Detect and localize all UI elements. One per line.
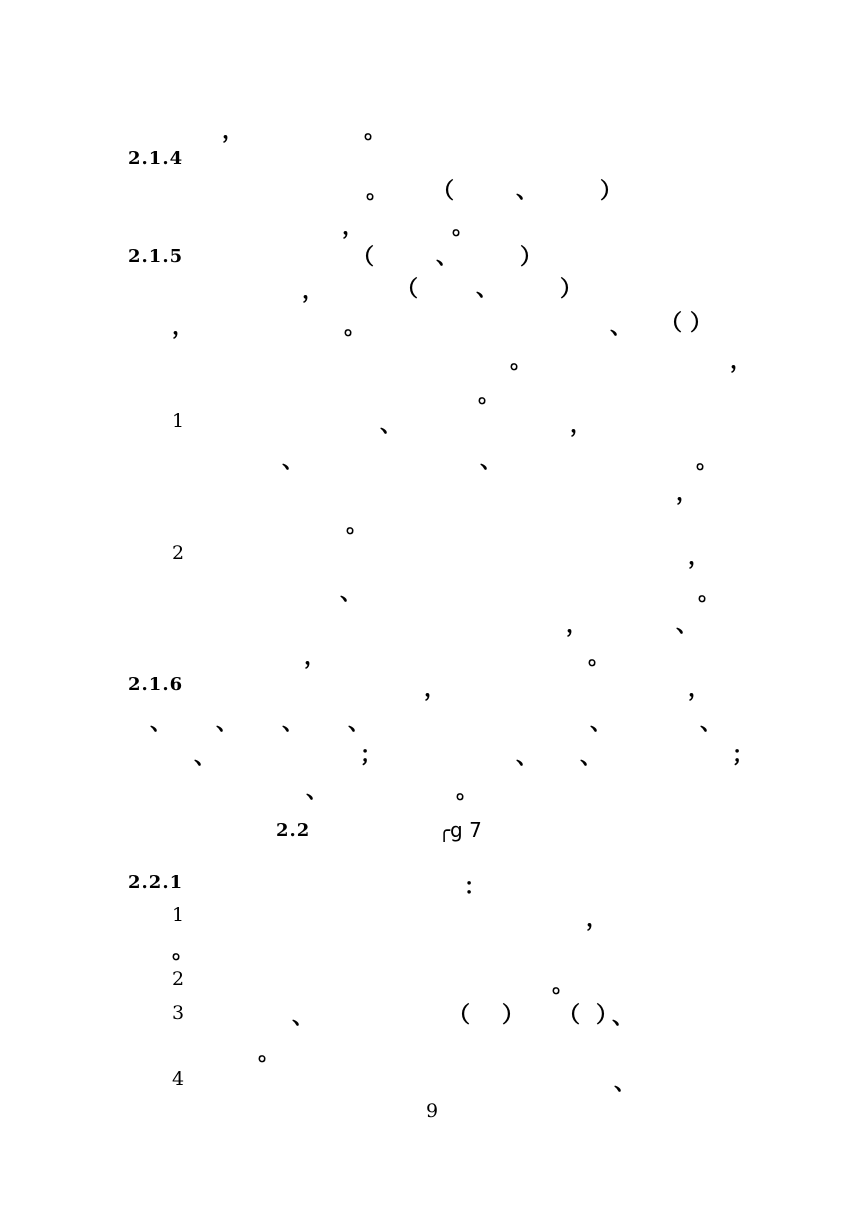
comma: ，: [676, 480, 699, 506]
list-item-number: 4: [172, 1068, 185, 1090]
period: 。: [696, 448, 719, 474]
comma: ，: [222, 118, 245, 144]
dun-comma: 、: [292, 1004, 315, 1030]
comma: ，: [570, 412, 593, 438]
left-paren: （: [660, 310, 683, 336]
comma: ，: [172, 314, 195, 340]
right-paren: ）: [502, 1002, 525, 1028]
dun-comma: 、: [306, 778, 329, 804]
comma: ，: [342, 214, 365, 240]
dun-comma: 、: [150, 710, 173, 736]
period: 。: [366, 178, 389, 204]
list-item-number: 1: [172, 904, 185, 926]
left-paren: （: [396, 276, 419, 302]
period: 。: [172, 938, 195, 964]
heading-2-2-1: 2.2.1: [128, 872, 184, 893]
colon: ：: [464, 874, 487, 900]
dun-comma: 、: [476, 276, 499, 302]
comma: ，: [424, 676, 447, 702]
dun-comma: 、: [380, 412, 403, 438]
comma: ，: [304, 644, 327, 670]
period: 。: [510, 348, 533, 374]
left-paren: （: [352, 244, 375, 270]
semicolon: ；: [732, 742, 755, 768]
period: 。: [456, 778, 479, 804]
dun-comma: 、: [516, 744, 539, 770]
semicolon: ；: [360, 742, 383, 768]
section-2-2-tail: ╭g 7: [438, 818, 482, 842]
right-paren: ）: [520, 244, 543, 270]
dun-comma: 、: [676, 612, 699, 638]
dun-comma: 、: [614, 1070, 637, 1096]
dun-comma: 、: [516, 178, 539, 204]
left-paren: （: [448, 1002, 471, 1028]
right-paren: ）: [560, 276, 583, 302]
period: 。: [344, 314, 367, 340]
list-item-number: 2: [172, 542, 185, 564]
heading-2-1-5: 2.1.5: [128, 246, 184, 267]
period: 。: [552, 972, 575, 998]
period: 。: [698, 580, 721, 606]
dun-comma: 、: [610, 314, 633, 340]
comma: ，: [566, 612, 589, 638]
period: 。: [346, 512, 369, 538]
left-paren: （: [432, 178, 455, 204]
comma: ，: [730, 348, 753, 374]
section-2-2-number: 2.2: [276, 820, 311, 841]
dun-comma: 、: [282, 710, 305, 736]
heading-2-1-4: 2.1.4: [128, 148, 184, 169]
dun-comma: 、: [348, 710, 371, 736]
list-item-number: 2: [172, 968, 185, 990]
comma: ，: [302, 278, 325, 304]
dun-comma: 、: [282, 448, 305, 474]
period: 。: [478, 382, 501, 408]
dun-comma: 、: [216, 710, 239, 736]
comma: ，: [688, 544, 711, 570]
list-item-number: 1: [172, 410, 185, 432]
list-item-number: 3: [172, 1002, 185, 1024]
period: 。: [588, 644, 611, 670]
dun-comma: 、: [700, 710, 723, 736]
right-paren: ）: [690, 310, 713, 336]
dun-comma: 、: [580, 744, 603, 770]
period: 。: [452, 214, 475, 240]
period: 。: [364, 118, 387, 144]
heading-2-1-6: 2.1.6: [128, 674, 184, 695]
left-paren: （: [558, 1002, 581, 1028]
dun-comma: 、: [194, 744, 217, 770]
comma: ，: [688, 676, 711, 702]
comma: ，: [586, 906, 609, 932]
right-paren: ）: [596, 1002, 619, 1028]
right-paren: ）: [600, 178, 623, 204]
dun-comma: 、: [612, 1004, 635, 1030]
dun-comma: 、: [590, 710, 613, 736]
dun-comma: 、: [436, 244, 459, 270]
dun-comma: 、: [480, 448, 503, 474]
page-number: 9: [426, 1100, 439, 1122]
period: 。: [258, 1040, 281, 1066]
dun-comma: 、: [340, 580, 363, 606]
